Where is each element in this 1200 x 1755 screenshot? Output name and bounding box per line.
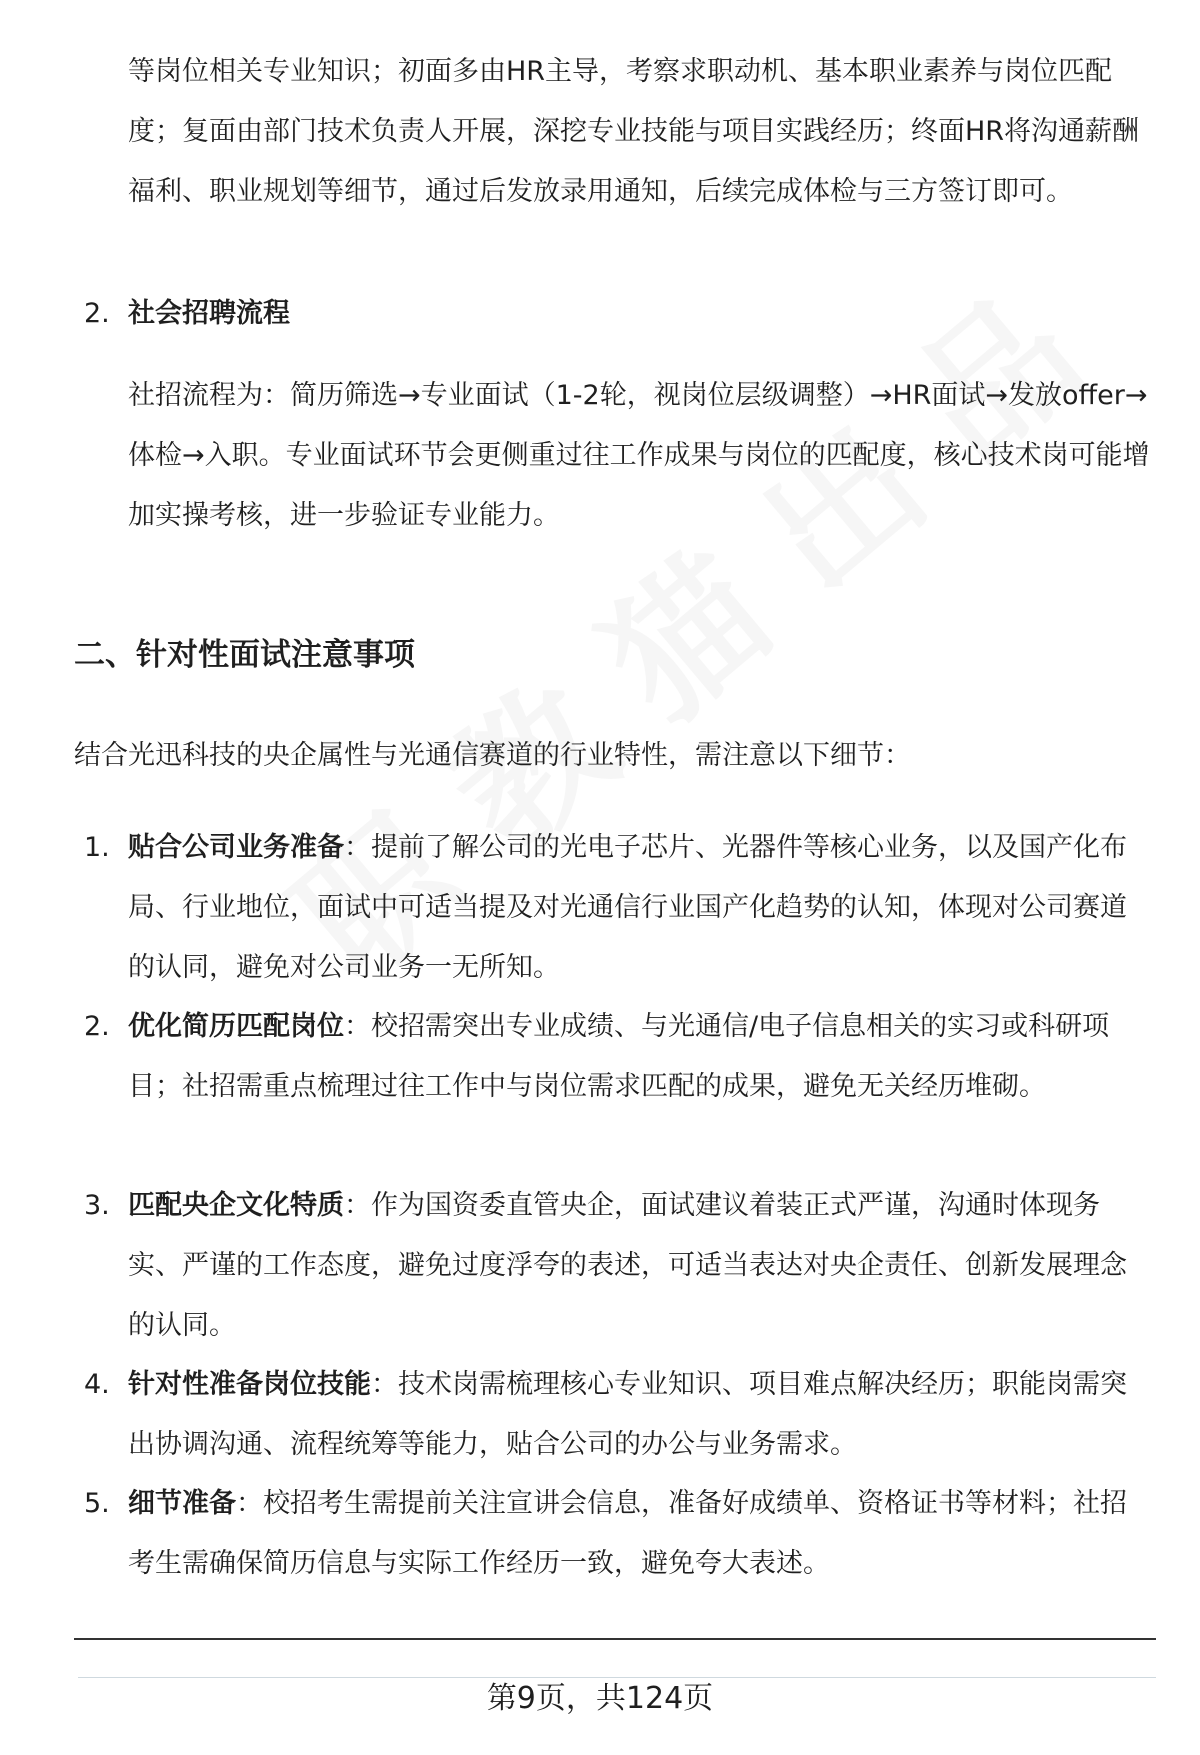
item-title: 细节准备 <box>128 1488 236 1519</box>
list-item <box>128 1474 1153 1594</box>
item-text: ：校招考生需提前关注宣讲会信息，准备好成绩单、资格证书等材料；社招考生需确保简历信息与实际工作经历一致，避免夸大表述。 <box>128 1488 1127 1579</box>
list-item <box>128 1176 1153 1356</box>
list-number: 4. <box>84 1369 110 1400</box>
item-text: ：技术岗需梳理核心专业知识、项目难点解决经历；职能岗需突出协调沟通、流程统筹等能力，贴合公司的办公与业务需求。 <box>128 1369 1127 1460</box>
item-title: 匹配央企文化特质 <box>128 1190 344 1221</box>
list-item <box>128 1355 1153 1475</box>
item-title: 优化简历匹配岗位 <box>128 1011 344 1042</box>
section-heading: 二、针对性面试注意事项 <box>74 637 415 673</box>
item-title: 社会招聘流程 <box>128 298 290 329</box>
list-item-title <box>128 284 1153 344</box>
list-item <box>128 818 1153 998</box>
social-recruit-paragraph: 社招流程为：简历筛选→专业面试（1-2轮，视岗位层级调整）→HR面试→发放offer→体检→入职。专业面试环节会更侧重过往工作成果与岗位的匹配度，核心技术岗可能增加实操考核，进一步验证专业能力。 <box>128 380 1150 531</box>
item-title: 针对性准备岗位技能 <box>128 1369 371 1400</box>
list-number: 3. <box>84 1190 110 1221</box>
list-number: 2. <box>84 298 110 329</box>
item-text: ：作为国资委直管央企，面试建议着装正式严谨，沟通时体现务实、严谨的工作态度，避免过度浮夸的表述，可适当表达对央企责任、创新发展理念的认同。 <box>128 1190 1127 1341</box>
list-number: 2. <box>84 1011 110 1042</box>
list-number: 5. <box>84 1488 110 1519</box>
continued-paragraph: 等岗位相关专业知识；初面多由HR主导，考察求职动机、基本职业素养与岗位匹配度；复面由部门技术负责人开展，深挖专业技能与项目实践经历；终面HR将沟通薪酬福利、职业规划等细节，通过后发放录用通知，后续完成体检与三方签订即可。 <box>128 56 1140 207</box>
list-item <box>128 997 1153 1117</box>
item-title: 贴合公司业务准备 <box>128 832 344 863</box>
page-number: 第9页，共124页 <box>486 1681 714 1716</box>
footer-divider <box>74 1638 1156 1640</box>
item-text: ：提前了解公司的光电子芯片、光器件等核心业务，以及国产化布局、行业地位，面试中可适当提及对光通信行业国产化趋势的认知，体现对公司赛道的认同，避免对公司业务一无所知。 <box>128 832 1127 983</box>
section-intro: 结合光迅科技的央企属性与光通信赛道的行业特性，需注意以下细节： <box>74 740 911 771</box>
item-text: ：校招需突出专业成绩、与光通信/电子信息相关的实习或科研项目；社招需重点梳理过往工作中与岗位需求匹配的成果，避免无关经历堆砌。 <box>128 1011 1110 1102</box>
list-number: 1. <box>84 832 110 863</box>
